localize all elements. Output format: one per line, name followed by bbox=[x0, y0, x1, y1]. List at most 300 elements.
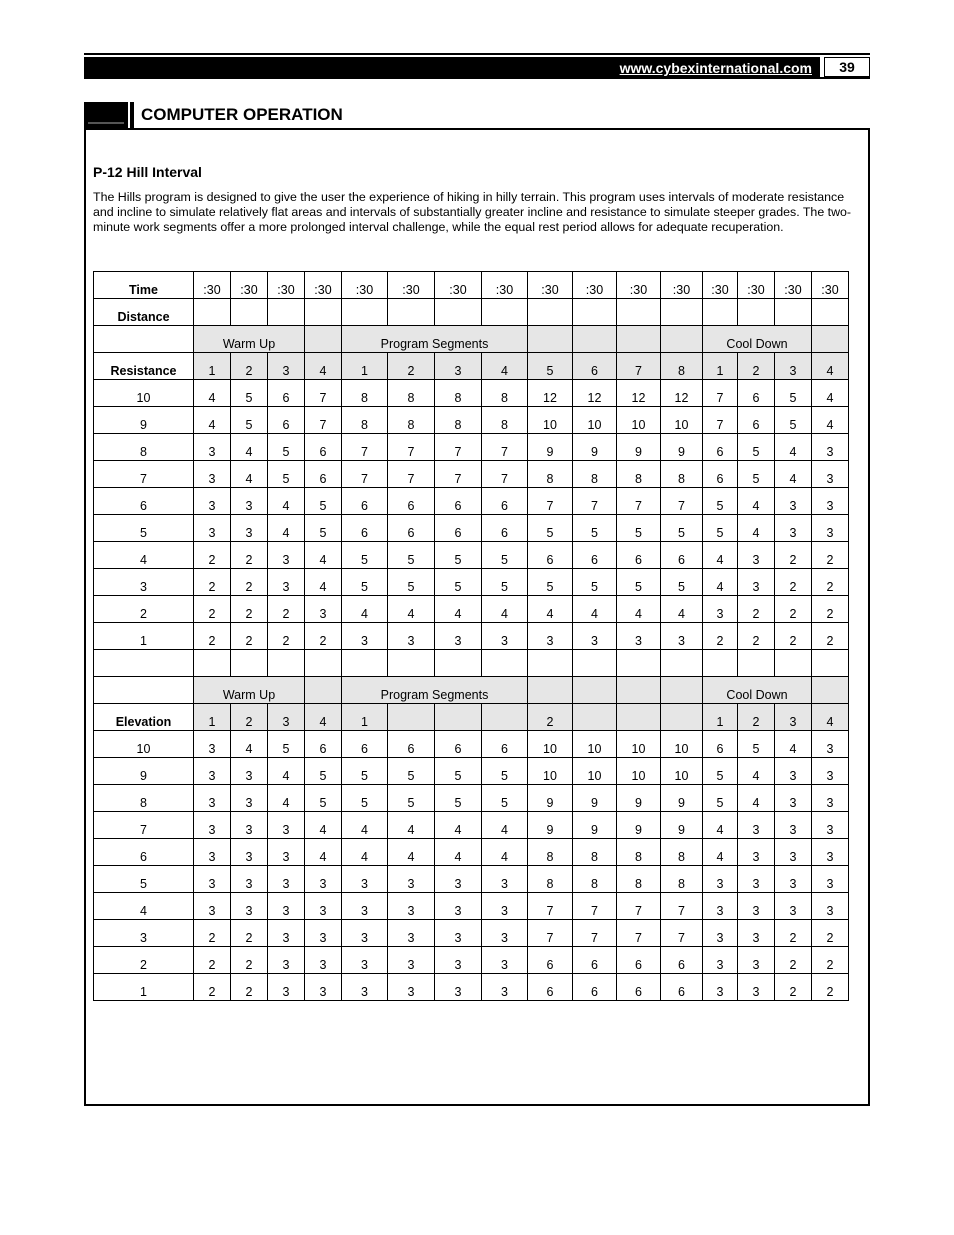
level-label: 3 bbox=[94, 569, 194, 596]
level-value-cell: 5 bbox=[342, 785, 388, 812]
level-label: 4 bbox=[94, 893, 194, 920]
segment-number-cell bbox=[661, 704, 703, 731]
level-value-cell: 8 bbox=[388, 407, 435, 434]
program-title: P-12 Hill Interval bbox=[93, 164, 202, 180]
level-label: 9 bbox=[94, 758, 194, 785]
level-value-cell: 4 bbox=[661, 596, 703, 623]
level-value-cell: 4 bbox=[268, 785, 305, 812]
level-value-cell: 4 bbox=[775, 731, 812, 758]
level-value-cell: 8 bbox=[573, 866, 617, 893]
segment-number-cell bbox=[388, 704, 435, 731]
level-value-cell: 3 bbox=[268, 866, 305, 893]
blank-cell bbox=[573, 650, 617, 677]
level-value-cell: 5 bbox=[775, 380, 812, 407]
elevation-label: Elevation bbox=[94, 704, 194, 731]
resistance-level-row bbox=[94, 380, 849, 407]
level-value-cell: 5 bbox=[268, 434, 305, 461]
level-value-cell: 3 bbox=[388, 893, 435, 920]
level-value-cell: 3 bbox=[703, 596, 738, 623]
level-value-cell: 9 bbox=[573, 785, 617, 812]
level-value-cell: 3 bbox=[342, 920, 388, 947]
level-value-cell: 5 bbox=[231, 407, 268, 434]
time-cell: :30 bbox=[435, 272, 482, 299]
level-value-cell: 6 bbox=[388, 515, 435, 542]
level-value-cell: 3 bbox=[435, 947, 482, 974]
level-value-cell: 4 bbox=[738, 758, 775, 785]
level-value-cell: 9 bbox=[617, 812, 661, 839]
level-label: 10 bbox=[94, 731, 194, 758]
distance-cell bbox=[661, 299, 703, 326]
warm-up-label: Warm Up bbox=[194, 326, 305, 353]
level-value-cell: 9 bbox=[617, 785, 661, 812]
phase-blank-cell bbox=[94, 677, 194, 704]
level-value-cell: 3 bbox=[342, 893, 388, 920]
level-value-cell: 6 bbox=[342, 488, 388, 515]
level-value-cell: 7 bbox=[528, 893, 573, 920]
level-value-cell: 6 bbox=[528, 974, 573, 1001]
level-value-cell: 4 bbox=[738, 785, 775, 812]
resistance-level-row bbox=[94, 515, 849, 542]
level-value-cell: 5 bbox=[342, 542, 388, 569]
elevation-level-row bbox=[94, 920, 849, 947]
level-value-cell: 8 bbox=[388, 380, 435, 407]
level-value-cell: 3 bbox=[305, 893, 342, 920]
level-value-cell: 3 bbox=[388, 866, 435, 893]
level-value-cell: 8 bbox=[661, 866, 703, 893]
level-value-cell: 2 bbox=[194, 596, 231, 623]
level-value-cell: 4 bbox=[268, 488, 305, 515]
phase-gap-cell bbox=[617, 677, 661, 704]
level-value-cell: 7 bbox=[661, 488, 703, 515]
distance-cell bbox=[528, 299, 573, 326]
level-value-cell: 3 bbox=[342, 947, 388, 974]
level-label: 10 bbox=[94, 380, 194, 407]
level-value-cell: 6 bbox=[305, 461, 342, 488]
distance-row bbox=[94, 299, 849, 326]
level-value-cell: 3 bbox=[812, 461, 849, 488]
level-value-cell: 6 bbox=[661, 947, 703, 974]
resistance-level-row bbox=[94, 434, 849, 461]
level-value-cell: 8 bbox=[528, 866, 573, 893]
level-value-cell: 9 bbox=[528, 812, 573, 839]
level-value-cell: 7 bbox=[435, 434, 482, 461]
level-value-cell: 5 bbox=[738, 731, 775, 758]
level-value-cell: 2 bbox=[738, 596, 775, 623]
segment-number-cell: 2 bbox=[738, 353, 775, 380]
level-value-cell: 7 bbox=[482, 434, 528, 461]
level-value-cell: 3 bbox=[775, 812, 812, 839]
segment-number-cell: 4 bbox=[305, 704, 342, 731]
level-value-cell: 4 bbox=[194, 407, 231, 434]
level-value-cell: 3 bbox=[812, 839, 849, 866]
segment-number-cell: 3 bbox=[268, 353, 305, 380]
level-value-cell: 3 bbox=[268, 947, 305, 974]
level-value-cell: 3 bbox=[703, 947, 738, 974]
level-value-cell: 3 bbox=[305, 920, 342, 947]
resistance-segment-row bbox=[94, 353, 849, 380]
level-value-cell: 2 bbox=[231, 596, 268, 623]
level-value-cell: 5 bbox=[305, 488, 342, 515]
level-value-cell: 5 bbox=[703, 785, 738, 812]
level-value-cell: 7 bbox=[342, 434, 388, 461]
level-value-cell: 7 bbox=[703, 380, 738, 407]
level-value-cell: 7 bbox=[573, 920, 617, 947]
level-value-cell: 6 bbox=[342, 731, 388, 758]
level-value-cell: 5 bbox=[435, 758, 482, 785]
resistance-level-row bbox=[94, 488, 849, 515]
level-value-cell: 8 bbox=[573, 461, 617, 488]
distance-cell bbox=[268, 299, 305, 326]
elevation-segment-row bbox=[94, 704, 849, 731]
level-value-cell: 3 bbox=[775, 866, 812, 893]
level-label: 6 bbox=[94, 839, 194, 866]
elevation-level-row bbox=[94, 947, 849, 974]
level-value-cell: 3 bbox=[482, 920, 528, 947]
level-value-cell: 5 bbox=[703, 515, 738, 542]
level-value-cell: 3 bbox=[194, 866, 231, 893]
level-value-cell: 10 bbox=[573, 407, 617, 434]
level-value-cell: 3 bbox=[231, 758, 268, 785]
level-value-cell: 8 bbox=[617, 839, 661, 866]
level-value-cell: 4 bbox=[305, 839, 342, 866]
level-label: 9 bbox=[94, 407, 194, 434]
level-value-cell: 8 bbox=[482, 380, 528, 407]
time-cell: :30 bbox=[617, 272, 661, 299]
elevation-level-row bbox=[94, 812, 849, 839]
level-value-cell: 5 bbox=[738, 434, 775, 461]
level-value-cell: 8 bbox=[661, 461, 703, 488]
level-value-cell: 7 bbox=[573, 488, 617, 515]
program-segments-label: Program Segments bbox=[342, 677, 528, 704]
level-value-cell: 4 bbox=[482, 839, 528, 866]
level-value-cell: 2 bbox=[812, 569, 849, 596]
time-cell: :30 bbox=[573, 272, 617, 299]
time-cell: :30 bbox=[738, 272, 775, 299]
level-value-cell: 4 bbox=[703, 839, 738, 866]
level-value-cell: 4 bbox=[528, 596, 573, 623]
segment-number-cell: 2 bbox=[388, 353, 435, 380]
level-value-cell: 3 bbox=[812, 785, 849, 812]
phase-gap-cell bbox=[305, 677, 342, 704]
level-value-cell: 6 bbox=[617, 542, 661, 569]
level-value-cell: 3 bbox=[482, 947, 528, 974]
level-label: 2 bbox=[94, 596, 194, 623]
level-value-cell: 4 bbox=[268, 515, 305, 542]
level-value-cell: 7 bbox=[661, 893, 703, 920]
blank-cell bbox=[231, 650, 268, 677]
level-label: 4 bbox=[94, 542, 194, 569]
level-value-cell: 6 bbox=[435, 488, 482, 515]
segment-number-cell: 6 bbox=[573, 353, 617, 380]
distance-cell bbox=[194, 299, 231, 326]
program-segments-label: Program Segments bbox=[342, 326, 528, 353]
time-cell: :30 bbox=[268, 272, 305, 299]
level-value-cell: 3 bbox=[268, 839, 305, 866]
level-value-cell: 4 bbox=[268, 758, 305, 785]
level-value-cell: 4 bbox=[388, 596, 435, 623]
page-header-bar bbox=[84, 53, 870, 79]
level-value-cell: 12 bbox=[528, 380, 573, 407]
level-value-cell: 7 bbox=[573, 893, 617, 920]
level-value-cell: 6 bbox=[573, 542, 617, 569]
website-url: www.cybexinternational.com bbox=[619, 60, 812, 76]
level-value-cell: 10 bbox=[528, 758, 573, 785]
segment-number-cell: 8 bbox=[661, 353, 703, 380]
level-value-cell: 3 bbox=[194, 758, 231, 785]
blank-cell bbox=[528, 650, 573, 677]
time-cell: :30 bbox=[305, 272, 342, 299]
level-value-cell: 10 bbox=[661, 407, 703, 434]
level-value-cell: 7 bbox=[435, 461, 482, 488]
level-value-cell: 10 bbox=[573, 758, 617, 785]
level-value-cell: 4 bbox=[342, 839, 388, 866]
distance-cell bbox=[738, 299, 775, 326]
blank-cell bbox=[305, 650, 342, 677]
level-value-cell: 5 bbox=[738, 461, 775, 488]
level-value-cell: 3 bbox=[482, 623, 528, 650]
level-value-cell: 3 bbox=[268, 569, 305, 596]
cool-down-label: Cool Down bbox=[703, 326, 812, 353]
distance-cell bbox=[435, 299, 482, 326]
level-value-cell: 6 bbox=[305, 434, 342, 461]
level-value-cell: 8 bbox=[661, 839, 703, 866]
level-value-cell: 2 bbox=[812, 947, 849, 974]
time-cell: :30 bbox=[194, 272, 231, 299]
segment-number-cell bbox=[435, 704, 482, 731]
segment-number-cell: 4 bbox=[482, 353, 528, 380]
level-value-cell: 8 bbox=[435, 407, 482, 434]
level-value-cell: 3 bbox=[231, 866, 268, 893]
level-value-cell: 3 bbox=[268, 812, 305, 839]
distance-cell bbox=[573, 299, 617, 326]
segment-number-cell bbox=[573, 704, 617, 731]
level-value-cell: 4 bbox=[435, 839, 482, 866]
distance-label: Distance bbox=[94, 299, 194, 326]
phase-gap-cell bbox=[812, 677, 849, 704]
level-value-cell: 3 bbox=[435, 974, 482, 1001]
level-value-cell: 10 bbox=[617, 731, 661, 758]
level-value-cell: 5 bbox=[703, 488, 738, 515]
level-value-cell: 4 bbox=[703, 542, 738, 569]
level-value-cell: 6 bbox=[482, 731, 528, 758]
level-value-cell: 3 bbox=[528, 623, 573, 650]
time-cell: :30 bbox=[342, 272, 388, 299]
phase-gap-cell bbox=[573, 677, 617, 704]
phase-gap-cell bbox=[305, 326, 342, 353]
level-value-cell: 9 bbox=[661, 785, 703, 812]
level-value-cell: 3 bbox=[268, 893, 305, 920]
blank-cell bbox=[775, 650, 812, 677]
level-value-cell: 8 bbox=[528, 461, 573, 488]
segment-number-cell: 5 bbox=[528, 353, 573, 380]
segment-number-cell: 1 bbox=[194, 704, 231, 731]
level-value-cell: 8 bbox=[342, 380, 388, 407]
level-value-cell: 3 bbox=[482, 974, 528, 1001]
level-value-cell: 4 bbox=[738, 515, 775, 542]
level-value-cell: 5 bbox=[573, 569, 617, 596]
elevation-level-row bbox=[94, 731, 849, 758]
level-value-cell: 4 bbox=[388, 812, 435, 839]
time-cell: :30 bbox=[775, 272, 812, 299]
phase-gap-cell bbox=[661, 677, 703, 704]
program-table bbox=[93, 271, 849, 1001]
level-label: 7 bbox=[94, 812, 194, 839]
level-value-cell: 4 bbox=[775, 461, 812, 488]
level-value-cell: 3 bbox=[738, 839, 775, 866]
phase-gap-cell bbox=[661, 326, 703, 353]
level-value-cell: 5 bbox=[435, 569, 482, 596]
level-value-cell: 5 bbox=[388, 758, 435, 785]
time-cell: :30 bbox=[703, 272, 738, 299]
level-value-cell: 3 bbox=[194, 515, 231, 542]
level-value-cell: 2 bbox=[231, 542, 268, 569]
level-value-cell: 3 bbox=[812, 434, 849, 461]
resistance-label: Resistance bbox=[94, 353, 194, 380]
level-value-cell: 5 bbox=[482, 569, 528, 596]
level-value-cell: 5 bbox=[231, 380, 268, 407]
level-value-cell: 7 bbox=[305, 380, 342, 407]
level-value-cell: 3 bbox=[703, 893, 738, 920]
level-value-cell: 3 bbox=[231, 893, 268, 920]
distance-cell bbox=[775, 299, 812, 326]
section-marker-block bbox=[84, 102, 128, 128]
level-value-cell: 7 bbox=[617, 488, 661, 515]
spacer-row bbox=[94, 650, 849, 677]
distance-cell bbox=[812, 299, 849, 326]
level-value-cell: 3 bbox=[194, 461, 231, 488]
elevation-phase-row bbox=[94, 677, 849, 704]
level-value-cell: 2 bbox=[812, 596, 849, 623]
segment-number-cell: 3 bbox=[775, 704, 812, 731]
blank-cell bbox=[435, 650, 482, 677]
level-value-cell: 3 bbox=[342, 623, 388, 650]
level-value-cell: 3 bbox=[775, 515, 812, 542]
level-value-cell: 6 bbox=[305, 731, 342, 758]
time-cell: :30 bbox=[482, 272, 528, 299]
level-value-cell: 3 bbox=[388, 623, 435, 650]
level-value-cell: 6 bbox=[617, 974, 661, 1001]
level-value-cell: 3 bbox=[812, 488, 849, 515]
level-value-cell: 6 bbox=[388, 488, 435, 515]
level-value-cell: 9 bbox=[661, 434, 703, 461]
level-value-cell: 2 bbox=[738, 623, 775, 650]
segment-number-cell bbox=[482, 704, 528, 731]
level-value-cell: 2 bbox=[775, 623, 812, 650]
blank-cell bbox=[194, 650, 231, 677]
level-value-cell: 3 bbox=[482, 866, 528, 893]
level-value-cell: 3 bbox=[661, 623, 703, 650]
level-value-cell: 3 bbox=[812, 893, 849, 920]
level-value-cell: 2 bbox=[194, 920, 231, 947]
level-value-cell: 2 bbox=[812, 542, 849, 569]
level-value-cell: 6 bbox=[573, 974, 617, 1001]
level-label: 1 bbox=[94, 623, 194, 650]
level-value-cell: 2 bbox=[812, 623, 849, 650]
time-cell: :30 bbox=[231, 272, 268, 299]
level-value-cell: 3 bbox=[231, 812, 268, 839]
level-value-cell: 9 bbox=[528, 434, 573, 461]
level-value-cell: 3 bbox=[305, 866, 342, 893]
level-value-cell: 3 bbox=[194, 785, 231, 812]
level-value-cell: 2 bbox=[775, 947, 812, 974]
level-value-cell: 5 bbox=[435, 542, 482, 569]
level-label: 3 bbox=[94, 920, 194, 947]
level-value-cell: 5 bbox=[775, 407, 812, 434]
level-value-cell: 12 bbox=[573, 380, 617, 407]
level-value-cell: 5 bbox=[482, 758, 528, 785]
level-value-cell: 2 bbox=[194, 974, 231, 1001]
level-label: 8 bbox=[94, 434, 194, 461]
resistance-level-row bbox=[94, 596, 849, 623]
elevation-level-row bbox=[94, 758, 849, 785]
level-value-cell: 3 bbox=[812, 515, 849, 542]
level-value-cell: 7 bbox=[482, 461, 528, 488]
level-value-cell: 2 bbox=[812, 920, 849, 947]
level-value-cell: 3 bbox=[268, 920, 305, 947]
time-label: Time bbox=[94, 272, 194, 299]
level-value-cell: 3 bbox=[738, 947, 775, 974]
distance-cell bbox=[703, 299, 738, 326]
level-value-cell: 10 bbox=[617, 407, 661, 434]
distance-cell bbox=[342, 299, 388, 326]
level-value-cell: 6 bbox=[528, 947, 573, 974]
level-value-cell: 5 bbox=[305, 515, 342, 542]
level-value-cell: 3 bbox=[435, 920, 482, 947]
level-label: 6 bbox=[94, 488, 194, 515]
level-value-cell: 3 bbox=[231, 785, 268, 812]
resistance-level-row bbox=[94, 569, 849, 596]
level-value-cell: 6 bbox=[435, 731, 482, 758]
level-value-cell: 6 bbox=[661, 542, 703, 569]
segment-number-cell: 3 bbox=[268, 704, 305, 731]
elevation-level-row bbox=[94, 866, 849, 893]
level-value-cell: 3 bbox=[775, 893, 812, 920]
level-value-cell: 5 bbox=[388, 785, 435, 812]
level-value-cell: 3 bbox=[194, 839, 231, 866]
section-title: COMPUTER OPERATION bbox=[141, 105, 343, 124]
level-value-cell: 10 bbox=[528, 731, 573, 758]
level-value-cell: 2 bbox=[194, 542, 231, 569]
segment-number-cell: 2 bbox=[231, 353, 268, 380]
level-value-cell: 6 bbox=[528, 542, 573, 569]
level-value-cell: 2 bbox=[775, 974, 812, 1001]
level-value-cell: 3 bbox=[435, 893, 482, 920]
time-cell: :30 bbox=[388, 272, 435, 299]
level-value-cell: 8 bbox=[342, 407, 388, 434]
phase-gap-cell bbox=[573, 326, 617, 353]
segment-number-cell: 3 bbox=[775, 353, 812, 380]
level-value-cell: 5 bbox=[342, 569, 388, 596]
resistance-phase-row bbox=[94, 326, 849, 353]
level-value-cell: 3 bbox=[388, 947, 435, 974]
level-value-cell: 5 bbox=[528, 569, 573, 596]
level-value-cell: 7 bbox=[528, 920, 573, 947]
level-value-cell: 5 bbox=[388, 569, 435, 596]
blank-cell bbox=[94, 650, 194, 677]
level-value-cell: 6 bbox=[738, 380, 775, 407]
level-value-cell: 3 bbox=[738, 974, 775, 1001]
level-value-cell: 3 bbox=[738, 812, 775, 839]
blank-cell bbox=[388, 650, 435, 677]
level-value-cell: 12 bbox=[661, 380, 703, 407]
level-value-cell: 5 bbox=[528, 515, 573, 542]
level-value-cell: 9 bbox=[573, 434, 617, 461]
level-value-cell: 4 bbox=[231, 731, 268, 758]
time-row bbox=[94, 272, 849, 299]
level-value-cell: 10 bbox=[528, 407, 573, 434]
level-value-cell: 5 bbox=[342, 758, 388, 785]
level-label: 8 bbox=[94, 785, 194, 812]
